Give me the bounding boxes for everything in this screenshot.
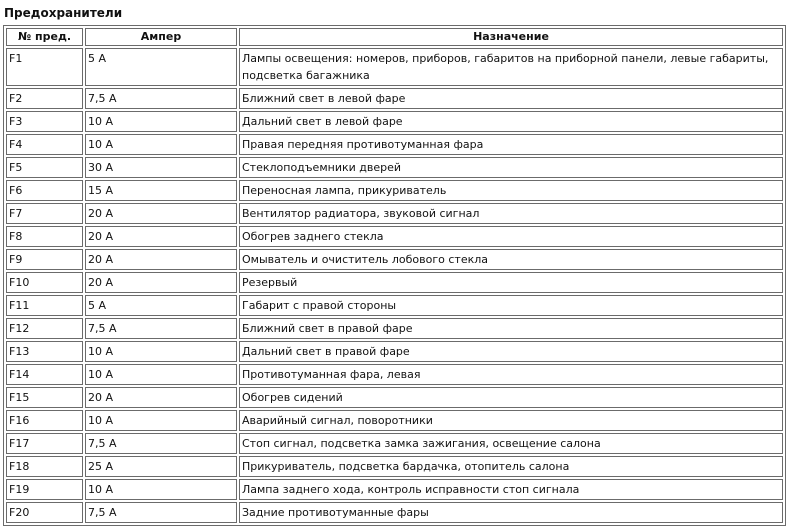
amperage-cell: 20 А [85, 387, 237, 408]
table-row [6, 341, 783, 362]
fuse-number-cell: F11 [6, 295, 83, 316]
fuse-number-cell: F13 [6, 341, 83, 362]
table-row [6, 387, 783, 408]
purpose-cell: Противотуманная фара, левая [239, 364, 783, 385]
purpose-cell: Задние противотуманные фары [239, 502, 783, 523]
table-row [6, 88, 783, 109]
fuse-number-cell: F2 [6, 88, 83, 109]
fuse-number-cell: F7 [6, 203, 83, 224]
table-row [6, 203, 783, 224]
table-row [6, 456, 783, 477]
fuse-number-cell: F15 [6, 387, 83, 408]
fuse-number-cell: F3 [6, 111, 83, 132]
amperage-cell: 20 А [85, 249, 237, 270]
purpose-cell: Омыватель и очиститель лобового стекла [239, 249, 783, 270]
fuse-table [3, 25, 786, 526]
purpose-cell: Вентилятор радиатора, звуковой сигнал [239, 203, 783, 224]
fuse-number-cell: F20 [6, 502, 83, 523]
table-row [6, 502, 783, 523]
fuse-number-cell: F17 [6, 433, 83, 454]
header-purpose: Назначение [239, 28, 783, 46]
fuse-number-cell: F6 [6, 180, 83, 201]
purpose-cell: Ближний свет в правой фаре [239, 318, 783, 339]
table-row [6, 180, 783, 201]
purpose-cell: Резервый [239, 272, 783, 293]
table-row [6, 272, 783, 293]
purpose-cell: Дальний свет в правой фаре [239, 341, 783, 362]
table-row [6, 479, 783, 500]
purpose-cell: Дальний свет в левой фаре [239, 111, 783, 132]
amperage-cell: 15 А [85, 180, 237, 201]
purpose-cell: Габарит с правой стороны [239, 295, 783, 316]
amperage-cell: 5 А [85, 48, 237, 86]
table-row [6, 433, 783, 454]
table-row [6, 157, 783, 178]
purpose-cell: Переносная лампа, прикуриватель [239, 180, 783, 201]
amperage-cell: 7,5 А [85, 318, 237, 339]
amperage-cell: 10 А [85, 134, 237, 155]
page-title: Предохранители [4, 6, 123, 20]
table-row [6, 48, 783, 86]
fuse-number-cell: F16 [6, 410, 83, 431]
amperage-cell: 20 А [85, 226, 237, 247]
fuse-number-cell: F4 [6, 134, 83, 155]
table-row [6, 318, 783, 339]
amperage-cell: 10 А [85, 364, 237, 385]
fuse-number-cell: F5 [6, 157, 83, 178]
amperage-cell: 10 А [85, 479, 237, 500]
table-row [6, 410, 783, 431]
purpose-cell: Ближний свет в левой фаре [239, 88, 783, 109]
purpose-cell: Правая передняя противотуманная фара [239, 134, 783, 155]
table-row [6, 134, 783, 155]
header-fuse-number: № пред. [6, 28, 83, 46]
amperage-cell: 20 А [85, 203, 237, 224]
fuse-number-cell: F10 [6, 272, 83, 293]
purpose-cell: Лампы освещения: номеров, приборов, габаритов на приборной панели, левые габариты, подсветка багажника [239, 48, 783, 86]
table-row [6, 249, 783, 270]
table-row [6, 111, 783, 132]
fuse-number-cell: F18 [6, 456, 83, 477]
table-row [6, 364, 783, 385]
amperage-cell: 20 А [85, 272, 237, 293]
purpose-cell: Лампа заднего хода, контроль исправности стоп сигнала [239, 479, 783, 500]
purpose-cell: Аварийный сигнал, поворотники [239, 410, 783, 431]
amperage-cell: 30 А [85, 157, 237, 178]
amperage-cell: 7,5 А [85, 502, 237, 523]
purpose-cell: Прикуриватель, подсветка бардачка, отопитель салона [239, 456, 783, 477]
amperage-cell: 10 А [85, 111, 237, 132]
purpose-cell: Стоп сигнал, подсветка замка зажигания, освещение салона [239, 433, 783, 454]
amperage-cell: 10 А [85, 410, 237, 431]
amperage-cell: 5 А [85, 295, 237, 316]
purpose-cell: Стеклоподъемники дверей [239, 157, 783, 178]
amperage-cell: 7,5 А [85, 433, 237, 454]
table-row [6, 295, 783, 316]
amperage-cell: 25 А [85, 456, 237, 477]
fuse-number-cell: F12 [6, 318, 83, 339]
purpose-cell: Обогрев заднего стекла [239, 226, 783, 247]
fuse-number-cell: F8 [6, 226, 83, 247]
fuse-number-cell: F14 [6, 364, 83, 385]
amperage-cell: 7,5 А [85, 88, 237, 109]
fuse-number-cell: F1 [6, 48, 83, 86]
fuse-number-cell: F9 [6, 249, 83, 270]
purpose-cell: Обогрев сидений [239, 387, 783, 408]
table-row [6, 226, 783, 247]
fuse-number-cell: F19 [6, 479, 83, 500]
header-amperage: Ампер [85, 28, 237, 46]
table-header-row [6, 28, 783, 46]
amperage-cell: 10 А [85, 341, 237, 362]
